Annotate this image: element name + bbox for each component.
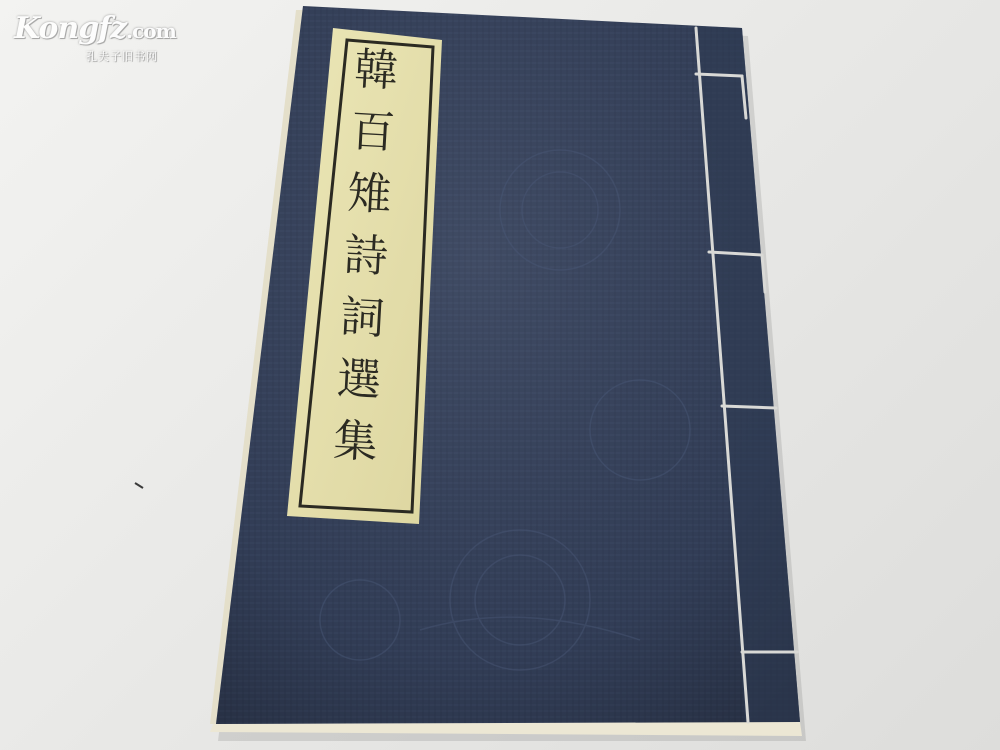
watermark-brand-suffix: .com	[126, 19, 176, 43]
site-watermark	[14, 11, 176, 64]
stray-mark	[135, 483, 143, 488]
title-char: 詩	[342, 229, 390, 283]
title-char: 選	[335, 353, 383, 407]
watermark-brand	[14, 11, 176, 46]
title-char: 集	[332, 415, 379, 469]
watermark-subtitle: 孔夫子旧书网	[86, 50, 158, 63]
title-char: 百	[349, 105, 397, 160]
title-char: 詞	[339, 291, 386, 345]
title-char: 韓	[352, 43, 400, 98]
title-char: 雉	[345, 167, 393, 221]
watermark-brand-text: Kongfz	[14, 11, 127, 46]
